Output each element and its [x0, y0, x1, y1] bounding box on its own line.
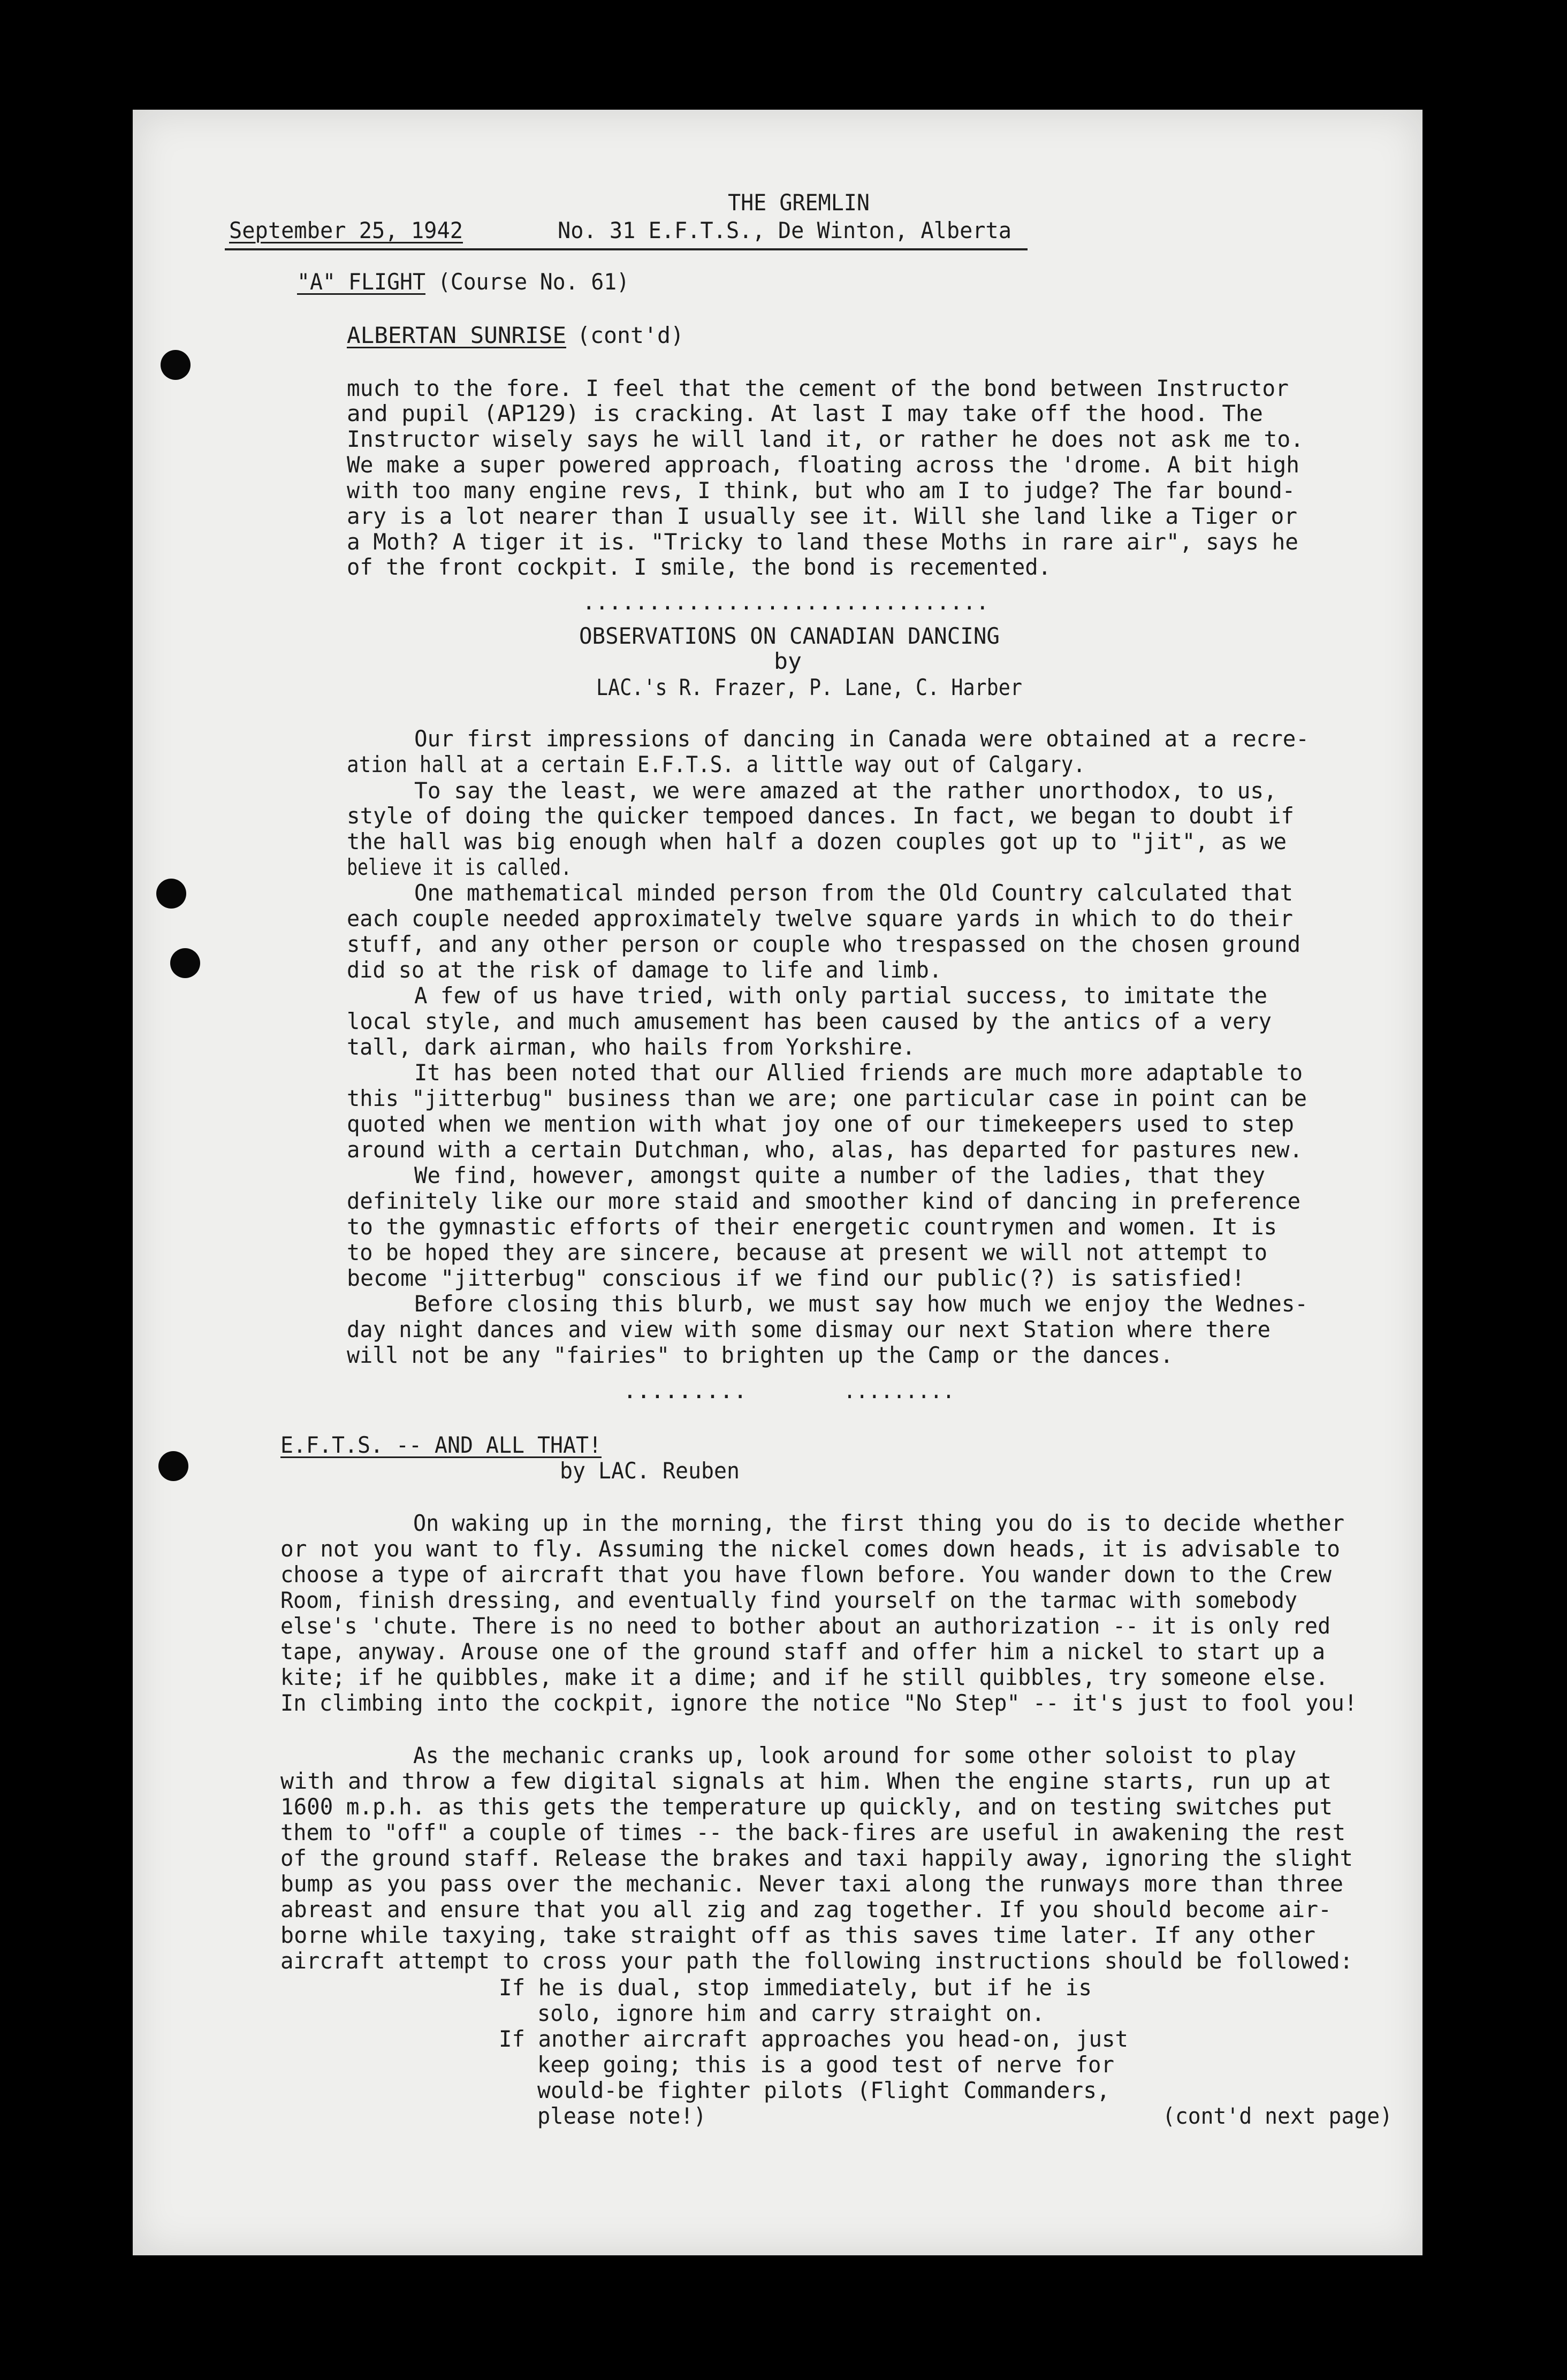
instruction-line: solo, ignore him and carry straight on.	[537, 2000, 1045, 2026]
text-line: Instructor wisely says he will land it, or rather he does not ask me to.	[347, 426, 1304, 452]
text-line: abreast and ensure that you all zig and zag together. If you should become air-	[280, 1896, 1332, 1923]
text-line: aircraft attempt to cross your path the following instructions should be followed:	[280, 1948, 1353, 1974]
header-rule	[225, 248, 1028, 250]
instruction-line: If he is dual, stop immediately, but if he is	[499, 1974, 1092, 2001]
text-line: One mathematical minded person from the Old Country calculated that	[414, 880, 1293, 906]
text-line: much to the fore. I feel that the cement of the bond between Instructor	[347, 375, 1289, 401]
text-line: bump as you pass over the mechanic. Never taxi along the runways more than three	[280, 1871, 1343, 1897]
text-line: Our first impressions of dancing in Canada were obtained at a recre-	[414, 726, 1309, 752]
course-number: (Course No. 61)	[438, 269, 629, 295]
text-line: with and throw a few digital signals at him. When the engine starts, run up at	[280, 1768, 1332, 1794]
text-line: with too many engine revs, I think, but who am I to judge? The far bound-	[347, 477, 1295, 504]
article-title: OBSERVATIONS ON CANADIAN DANCING	[579, 623, 1000, 649]
flight-heading: "A" FLIGHT	[297, 269, 425, 295]
text-line: and pupil (AP129) is cracking. At last I may take off the hood. The	[347, 400, 1263, 426]
instruction-line: If another aircraft approaches you head-on, just	[499, 2026, 1128, 2052]
text-line: Room, finish dressing, and eventually find yourself on the tarmac with somebody	[280, 1587, 1297, 1613]
text-line: local style, and much amusement has been caused by the antics of a very	[347, 1008, 1272, 1034]
punch-hole	[161, 350, 191, 380]
text-line: tall, dark airman, who hails from Yorkshire.	[347, 1034, 915, 1060]
issue-date: September 25, 1942	[229, 217, 463, 243]
text-line: them to "off" a couple of times -- the back-fires are useful in awakening the rest	[280, 1819, 1345, 1845]
text-line: else's 'chute. There is no need to bother about an authorization -- it is only red	[280, 1613, 1330, 1639]
text-line: 1600 m.p.h. as this gets the temperature up quickly, and on testing switches put	[280, 1794, 1333, 1820]
text-line: kite; if he quibbles, make it a dime; and if he still quibbles, try someone else.	[280, 1664, 1328, 1690]
text-line: borne while taxying, take straight off as this saves time later. If any other	[280, 1922, 1315, 1948]
article-subheading-suffix: (cont'd)	[577, 322, 684, 348]
instruction-line: keep going; this is a good test of nerve for	[537, 2051, 1114, 2078]
article-subheading: ALBERTAN SUNRISE	[347, 322, 566, 348]
text-line: believe it is called.	[347, 854, 572, 880]
section-separator-right: .........	[843, 1377, 955, 1403]
text-line: to be hoped they are sincere, because at present we will not attempt to	[347, 1239, 1267, 1265]
text-line: As the mechanic cranks up, look around for some other soloist to play	[413, 1742, 1296, 1768]
text-line: or not you want to fly. Assuming the nickel comes down heads, it is advisable to	[280, 1536, 1340, 1562]
text-line: In climbing into the cockpit, ignore the notice "No Step" -- it's just to fool you!	[280, 1690, 1357, 1716]
text-line: become "jitterbug" conscious if we find our public(?) is satisfied!	[347, 1265, 1245, 1291]
text-line: A few of us have tried, with only partial success, to imitate the	[414, 982, 1267, 1009]
text-line: to the gymnastic efforts of their energetic countrymen and women. It is	[347, 1214, 1277, 1240]
article-by: by	[774, 648, 802, 674]
text-line: On waking up in the morning, the first thing you do is to decide whether	[413, 1510, 1344, 1536]
text-line: tape, anyway. Arouse one of the ground staff and offer him a nickel to start up a	[280, 1638, 1325, 1665]
text-line: Before closing this blurb, we must say how much we enjoy the Wednes-	[414, 1291, 1308, 1317]
text-line: a Moth? A tiger it is. "Tricky to land these Moths in rare air", says he	[347, 529, 1298, 555]
text-line: We find, however, amongst quite a number of the ladies, that they	[414, 1162, 1265, 1188]
text-line: quoted when we mention with what joy one of our timekeepers used to step	[347, 1111, 1294, 1137]
text-line: around with a certain Dutchman, who, alas, has departed for pastures new.	[347, 1136, 1303, 1163]
section-separator: ...............................	[582, 589, 989, 615]
article-byline: by LAC. Reuben	[560, 1458, 740, 1484]
article-authors: LAC.'s R. Frazer, P. Lane, C. Harber	[596, 674, 1022, 700]
text-line: ary is a lot nearer than I usually see it. Will she land like a Tiger or	[347, 503, 1297, 529]
text-line: We make a super powered approach, floating across the 'drome. A bit high	[347, 452, 1299, 478]
text-line: did so at the risk of damage to life and limb.	[347, 957, 942, 983]
text-line: style of doing the quicker tempoed dances. In fact, we began to doubt if	[347, 803, 1294, 829]
text-line: of the ground staff. Release the brakes and taxi happily away, ignoring the slight	[280, 1845, 1353, 1871]
article-title: E.F.T.S. -- AND ALL THAT!	[280, 1432, 602, 1458]
text-line: stuff, and any other person or couple who trespassed on the chosen ground	[347, 931, 1300, 957]
text-line: choose a type of aircraft that you have flown before. You wander down to the Crew	[280, 1561, 1332, 1588]
text-line: ation hall at a certain E.F.T.S. a little way out of Calgary.	[347, 751, 1085, 777]
punch-hole	[156, 879, 186, 909]
text-line: the hall was big enough when half a dozen couples got up to "jit", as we	[347, 828, 1287, 855]
instruction-line: would-be fighter pilots (Flight Commanders,	[537, 2077, 1110, 2103]
text-line: definitely like our more staid and smoother kind of dancing in preference	[347, 1188, 1300, 1214]
station-name: No. 31 E.F.T.S., De Winton, Alberta	[558, 217, 1011, 243]
section-separator-left: .........	[623, 1377, 747, 1403]
masthead: THE GREMLIN	[728, 189, 870, 216]
instruction-line: please note!)	[537, 2103, 706, 2129]
continued-note: (cont'd next page)	[1162, 2103, 1393, 2129]
text-line: each couple needed approximately twelve square yards in which to do their	[347, 905, 1293, 932]
text-line: It has been noted that our Allied friends are much more adaptable to	[414, 1059, 1303, 1086]
text-line: will not be any "fairies" to brighten up the Camp or the dances.	[347, 1342, 1173, 1368]
punch-hole	[170, 948, 200, 978]
text-line: of the front cockpit. I smile, the bond is recemented.	[347, 554, 1051, 580]
text-line: To say the least, we were amazed at the rather unorthodox, to us,	[414, 777, 1277, 804]
punch-hole	[158, 1451, 188, 1481]
text-line: this "jitterbug" business than we are; one particular case in point can be	[347, 1085, 1307, 1111]
text-line: day night dances and view with some dismay our next Station where there	[347, 1316, 1271, 1342]
